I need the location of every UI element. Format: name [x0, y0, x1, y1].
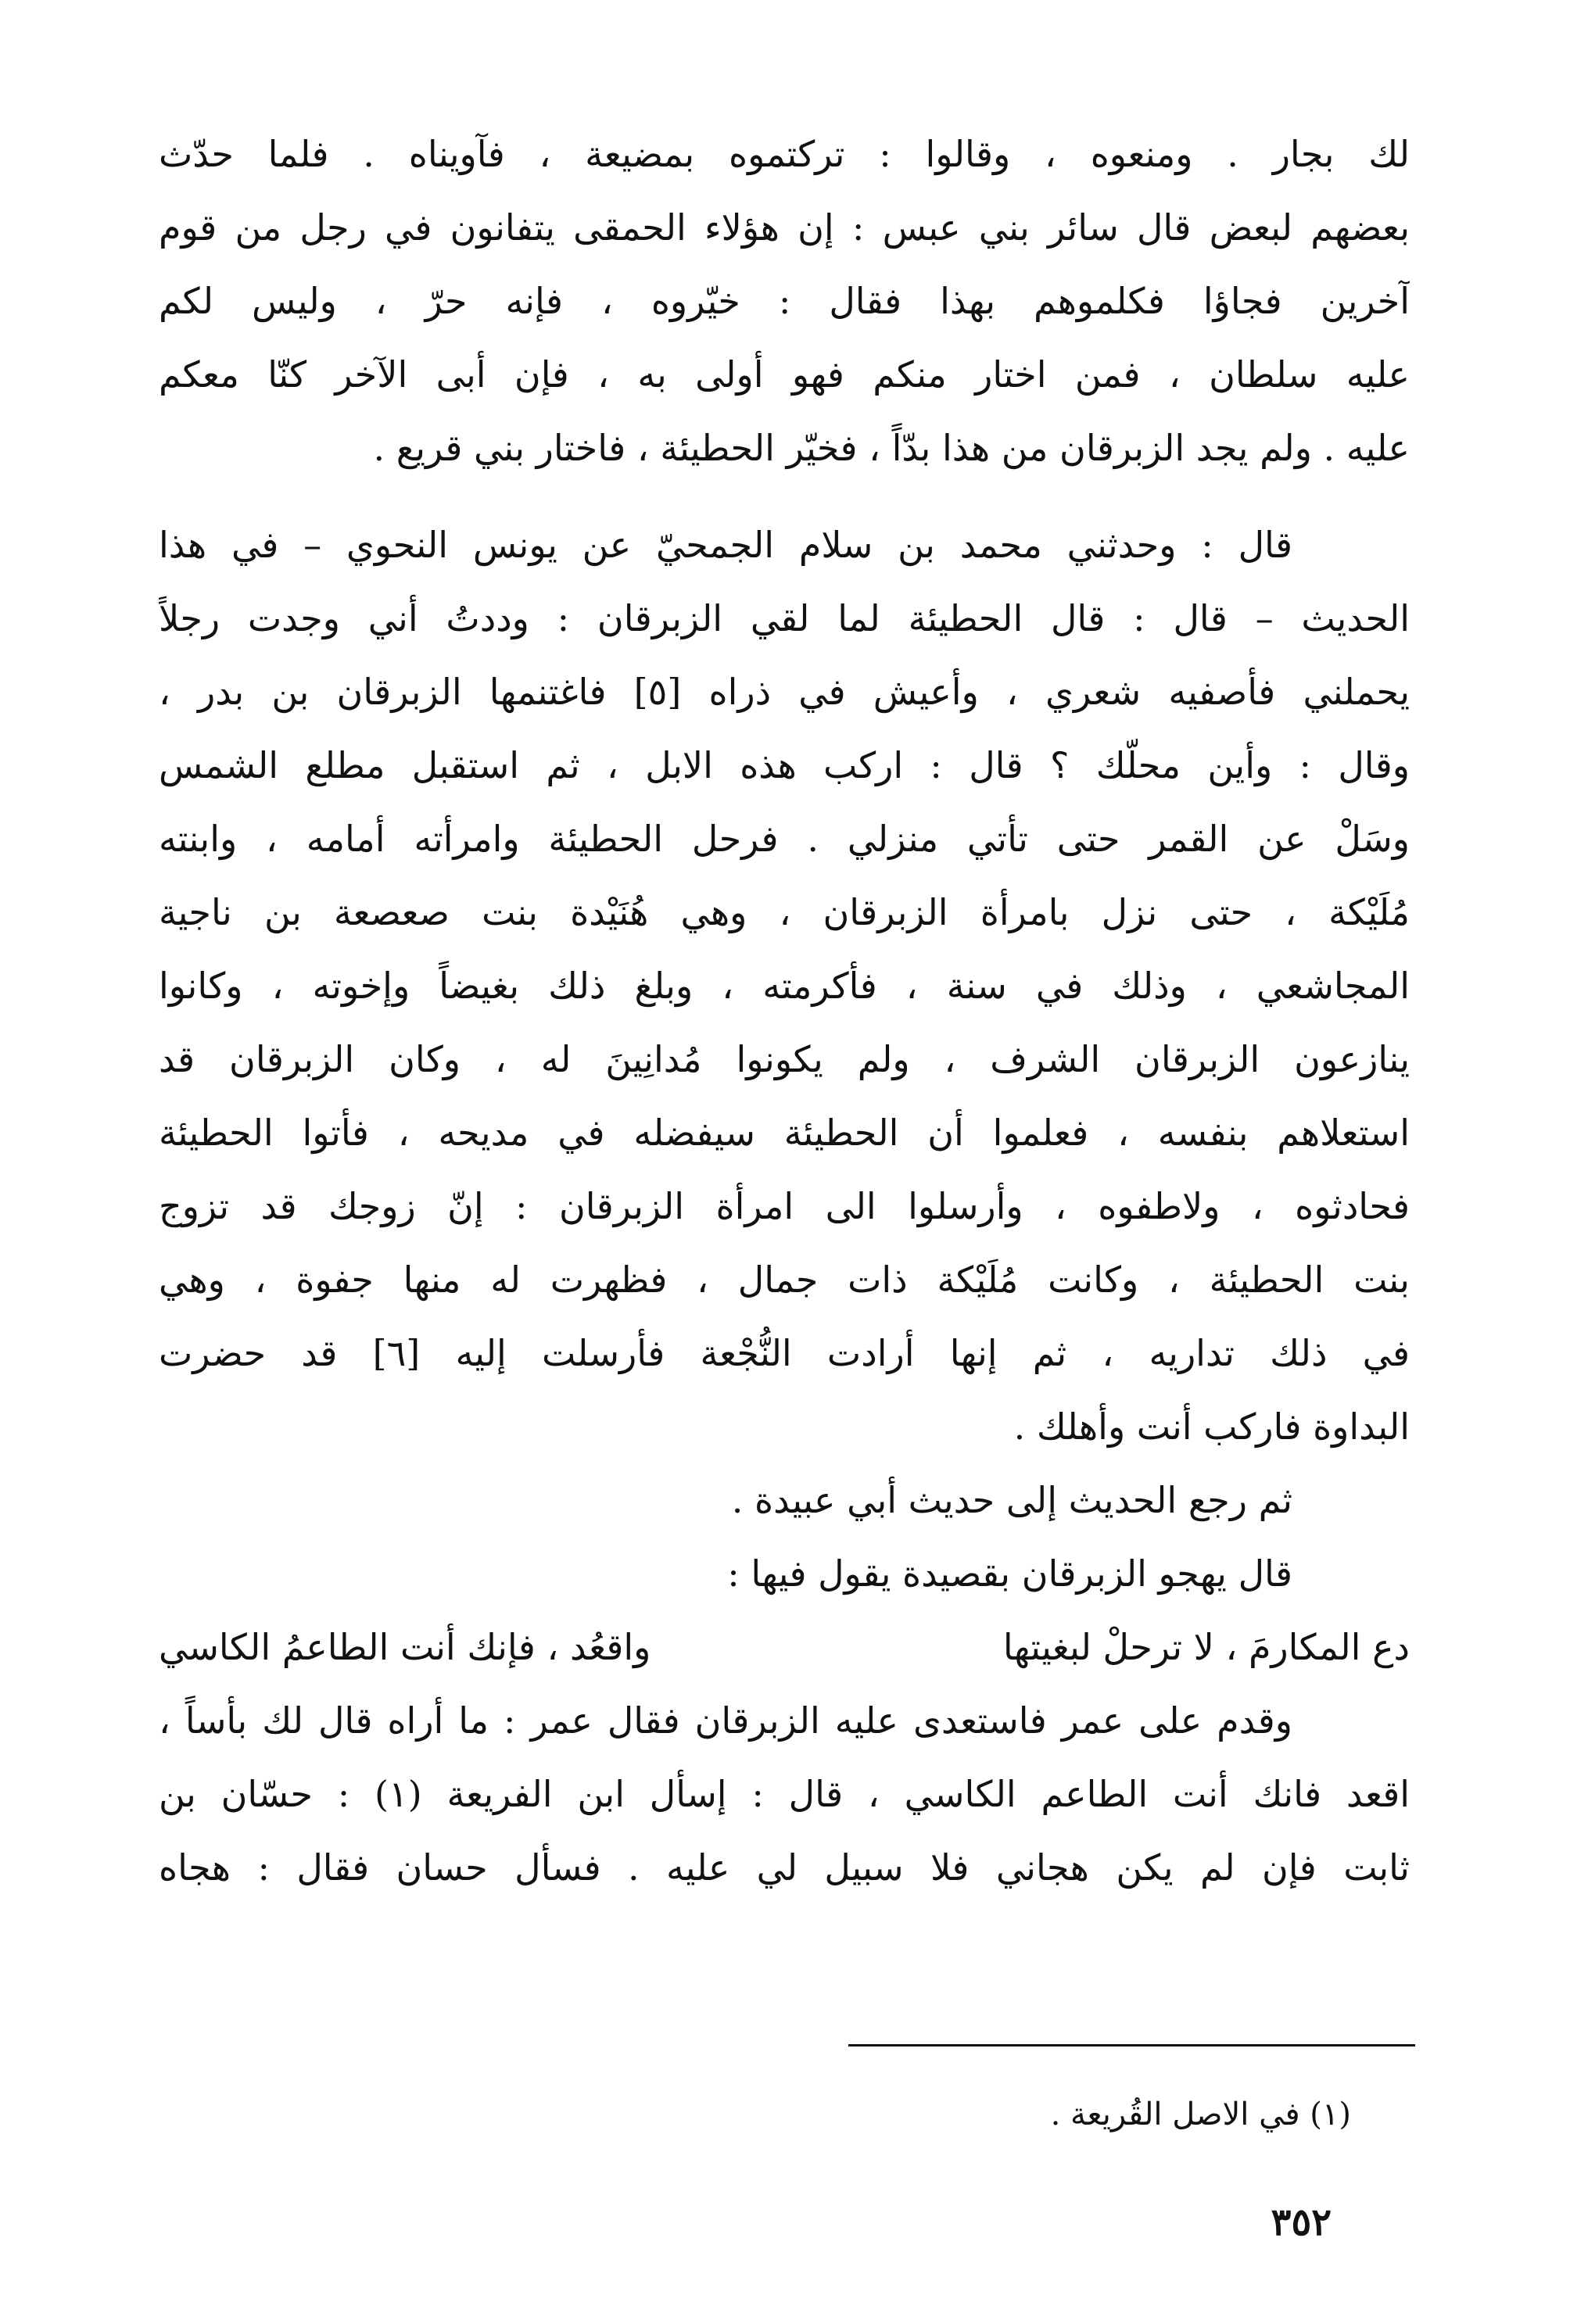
verse-second-hemistich: واقعُد ، فإنك أنت الطاعمُ الكاسي — [159, 1626, 651, 1668]
text-line: عليه . ولم يجد الزبرقان من هذا بدّاً ، فخيّر الحطيئة ، فاختار بني قريع . — [373, 427, 1410, 469]
footnote-divider — [848, 2044, 1415, 2046]
text-line: استعلاهم بنفسه ، فعلموا أن الحطيئة سيفضله في مديحه ، فأتوا الحطيئة — [159, 1112, 1410, 1154]
poem-verse — [159, 1610, 1410, 1684]
text-line: المجاشعي ، وذلك في سنة ، فأكرمته ، وبلغ ذلك بغيضاً وإخوته ، وكانوا — [159, 965, 1410, 1007]
text-line: الحديث – قال : قال الحطيئة لما لقي الزبرقان : وددتُ أني وجدت رجلاً — [159, 597, 1410, 639]
footnote: (١) في الاصل القُريعة . — [1050, 2097, 1351, 2132]
text-line: البداوة فاركب أنت وأهلك . — [1013, 1406, 1410, 1448]
text-line: وقال : وأين محلّك ؟ قال : اركب هذه الابل ، ثم استقبل مطلع الشمس — [159, 744, 1410, 786]
text-line: فحادثوه ، ولاطفوه ، وأرسلوا الى امرأة الزبرقان : إنّ زوجك قد تزوج — [159, 1185, 1410, 1227]
paragraph-5 — [159, 1684, 1410, 1904]
text-line: اقعد فانك أنت الطاعم الكاسي ، قال : إسأل ابن الفريعة (١) : حسّان بن — [159, 1773, 1410, 1815]
text-line: مُلَيْكة ، حتى نزل بامرأة الزبرقان ، وهي هُنَيْدة بنت صعصعة بن ناجية — [159, 891, 1410, 933]
main-text — [159, 117, 1410, 1904]
text-line: وقدم على عمر فاستعدى عليه الزبرقان فقال عمر : ما أراه قال لك بأساً ، — [159, 1699, 1292, 1742]
text-line: ينازعون الزبرقان الشرف ، ولم يكونوا مُدانِينَ له ، وكان الزبرقان قد — [159, 1038, 1410, 1080]
paragraph-3 — [159, 1463, 1410, 1537]
text-line: بنت الحطيئة ، وكانت مُلَيْكة ذات جمال ، فظهرت له منها جفوة ، وهي — [159, 1259, 1410, 1301]
text-line: ثم رجع الحديث إلى حديث أبي عبيدة . — [731, 1479, 1292, 1521]
paragraph-1 — [159, 117, 1410, 485]
text-line: بعضهم لبعض قال سائر بني عبس : إن هؤلاء الحمقى يتفانون في رجل من قوم — [159, 206, 1410, 249]
text-line: آخرين فجاؤا فكلموهم بهذا فقال : خيّروه ، فإنه حرّ ، وليس لكم — [159, 280, 1410, 322]
text-line: لك بجار . ومنعوه ، وقالوا : تركتموه بمضيعة ، فآويناه . فلما حدّث — [159, 133, 1410, 175]
text-line: قال يهجو الزبرقان بقصيدة يقول فيها : — [727, 1552, 1292, 1595]
text-line: عليه سلطان ، فمن اختار منكم فهو أولى به ، فإن أبى الآخر كنّا معكم — [159, 353, 1410, 396]
page-number: ٣٥٢ — [1271, 2200, 1332, 2244]
text-line: وسَلْ عن القمر حتى تأتي منزلي . فرحل الحطيئة وامرأته أمامه ، وابنته — [159, 818, 1410, 860]
text-line: قال : وحدثني محمد بن سلام الجمحيّ عن يونس النحوي – في هذا — [159, 524, 1292, 566]
verse-first-hemistich: دع المكارمَ ، لا ترحلْ لبغيتها — [1002, 1626, 1410, 1668]
paragraph-gap — [159, 485, 1410, 508]
paragraph-4 — [159, 1537, 1410, 1610]
text-line: يحملني فأصفيه شعري ، وأعيش في ذراه [٥] فاغتنمها الزبرقان بن بدر ، — [159, 671, 1410, 713]
text-line: ثابت فإن لم يكن هجاني فلا سبيل لي عليه . فسأل حسان فقال : هجاه — [159, 1846, 1410, 1889]
text-line: في ذلك تداريه ، ثم إنها أرادت النُّجْعة فأرسلت إليه [٦] قد حضرت — [159, 1332, 1410, 1374]
paragraph-2 — [159, 508, 1410, 1463]
